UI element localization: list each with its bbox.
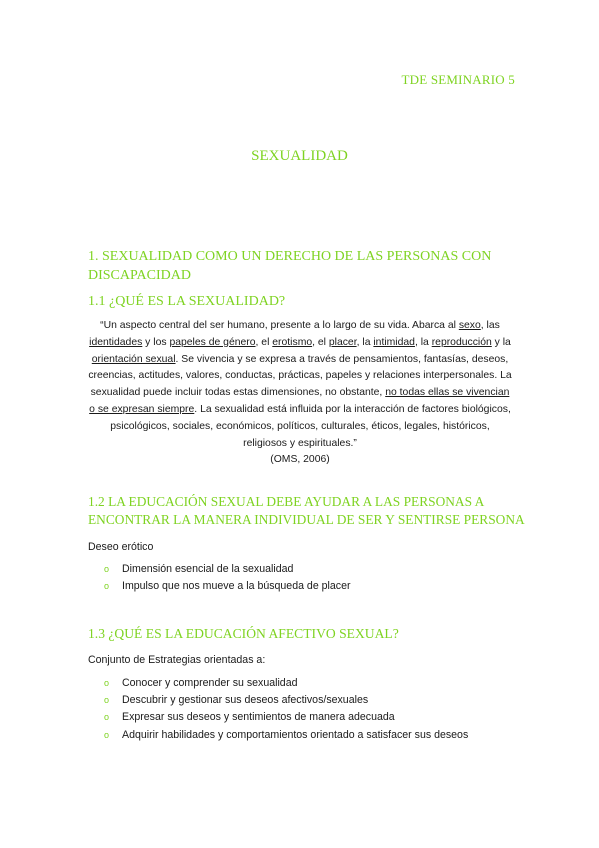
term-identidades: identidades	[89, 336, 143, 348]
term-placer: placer	[328, 336, 357, 348]
list-item: o Conocer y comprender su sexualidad	[104, 675, 468, 692]
section-1-heading: 1. SEXUALIDAD COMO UN DERECHO DE LAS PERSONAS CON DISCAPACIDAD	[88, 249, 492, 283]
bullet-circle-icon: o	[104, 678, 110, 688]
estrategias-list	[104, 675, 468, 744]
deseo-erotico-label: Deseo erótico	[88, 541, 154, 553]
phrase-no-todas: no todas ellas se vivencian o se expresan siempre	[89, 387, 510, 415]
section-1-3-heading: 1.3 ¿QUÉ ES LA EDUCACIÓN AFECTIVO SEXUAL?	[88, 626, 399, 641]
deseo-erotico-list	[104, 561, 351, 595]
bullet-circle-icon: o	[104, 564, 110, 574]
section-1-2-heading: 1.2 LA EDUCACIÓN SEXUAL DEBE AYUDAR A LAS PERSONAS A ENCONTRAR LA MANERA INDIVIDUAL DE SER Y SENTIRSE PERSONA	[88, 494, 525, 527]
section-1-1-heading: 1.1 ¿QUÉ ES LA SEXUALIDAD?	[88, 294, 286, 309]
list-item: o Descubrir y gestionar sus deseos afectivos/sexuales	[104, 692, 468, 709]
list-item: o Impulso que nos mueve a la búsqueda de placer	[104, 578, 351, 595]
term-erotismo: erotismo	[272, 336, 313, 348]
term-reproduccion: reproducción	[431, 336, 492, 348]
document-title: SEXUALIDAD	[251, 148, 348, 164]
list-item: o Dimensión esencial de la sexualidad	[104, 561, 351, 578]
estrategias-label: Conjunto de Estrategias orientadas a:	[88, 654, 266, 666]
bullet-circle-icon: o	[104, 695, 110, 706]
bullet-circle-icon: o	[104, 712, 110, 723]
list-item: o Adquirir habilidades y comportamientos orientado a satisfacer sus deseos	[104, 727, 468, 744]
header-seminar: TDE SEMINARIO 5	[401, 72, 515, 87]
term-sexo: sexo	[458, 320, 481, 331]
bullet-circle-icon: o	[104, 729, 110, 740]
term-orientacion-sexual: orientación sexual	[91, 353, 176, 365]
oms-definition-quote: “Un aspecto central del ser humano, presente a lo largo de su vida. Abarca al sexo, las identidades y los papeles de género, el erotismo, el placer, la intimidad, la reproducción y la orientación sexual. Se vivencia y se expresa a través de pensamientos, fantasías, deseos, creencias, actitudes, valores, conductas, prácticas, papeles y relaciones interpersonales. La sexualidad puede incluir todas estas dimensiones, no obstante, no todas ellas se vivencian o se expresan siempre. La sexualidad está influida por la interacción de factores biológicos, psicológicos, sociales, económicos, políticos, culturales, éticos, legales, históricos, religiosos y espirituales.” (OMS, 2006)	[88, 320, 512, 466]
bullet-circle-icon: o	[104, 581, 110, 592]
quote-source: (OMS, 2006)	[270, 454, 330, 466]
list-item: o Expresar sus deseos y sentimientos de manera adecuada	[104, 709, 468, 726]
term-papeles-genero: papeles de género	[169, 336, 256, 348]
term-intimidad: intimidad	[373, 336, 415, 348]
